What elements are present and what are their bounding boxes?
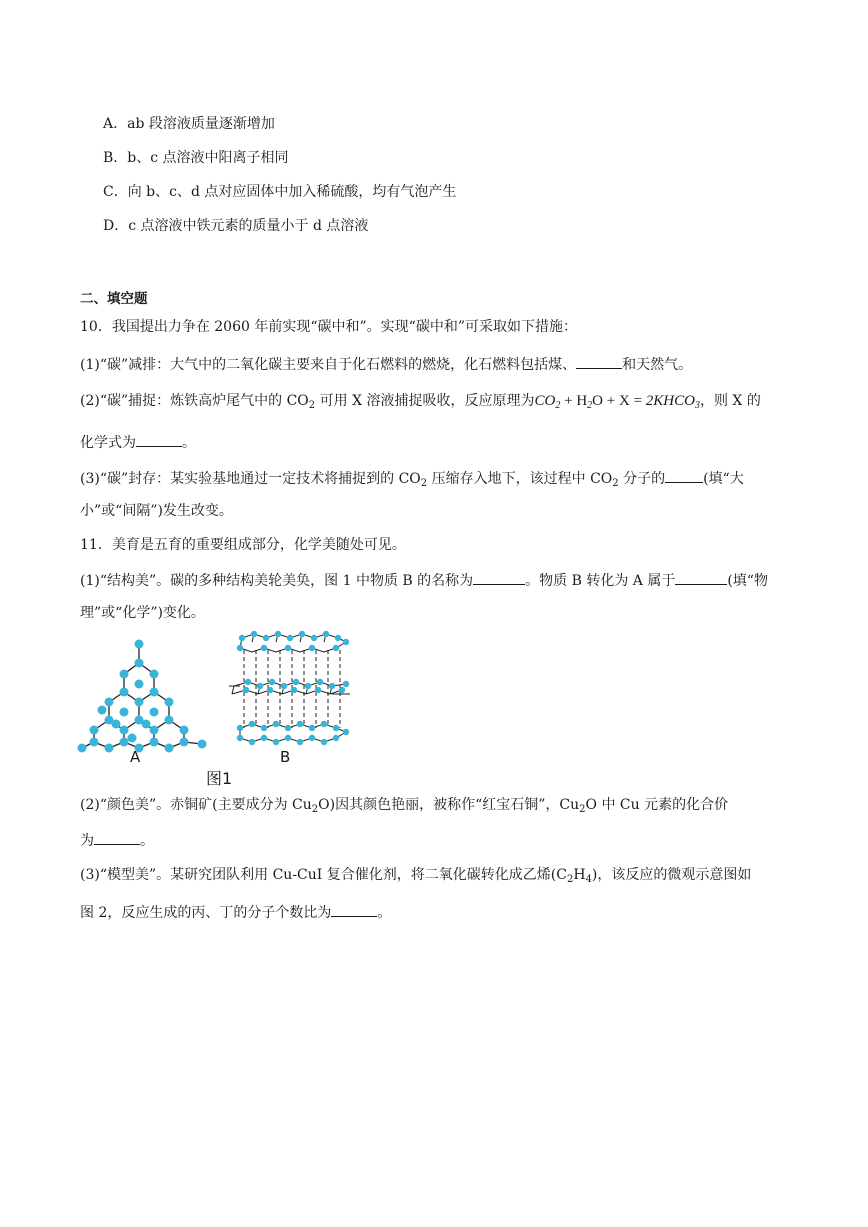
graphite-atoms [237,631,349,745]
subscript: 2 [566,874,574,885]
answer-blank[interactable] [576,354,622,369]
q10-part2 [80,392,761,410]
q11-part1-text-mid: 。物质 B 转化为 A 属于 [525,573,676,589]
figure-1 [74,628,364,792]
option-d: D．c 点溶液中铁元素的质量小于 d 点溶液 [103,218,369,234]
q11-part1-text-end: (填“物 [727,573,768,589]
q11-part1-text: (1)“结构美”。碳的多种结构美轮美奂，图 1 中物质 B 的名称为 [80,573,474,589]
q11-part3 [80,866,751,884]
q10-part2-cont [80,432,196,452]
subscript: 2 [308,400,316,411]
q10-part3-text: (3)“碳”封存：某实验基地通过一定技术将捕捉到的 CO [80,471,421,487]
q10-part1 [80,354,692,374]
q10-part1-text: (1)“碳”减排：大气中的二氧化碳主要来自于化石燃料的燃烧，化石燃料包括煤、 [80,357,577,373]
answer-blank[interactable] [473,570,525,585]
period: 。 [140,833,154,849]
reaction-equation: $CO_2 + H_2O + X$ = $2KHCO_3$ [534,393,700,411]
q10-part3-text-mid2: 分子的 [618,471,666,487]
option-c: C．向 b、c、d 点对应固体中加入稀硫酸，均有气泡产生 [103,184,457,200]
period: 。 [377,905,392,921]
q11-part3-cont [80,902,391,922]
answer-blank[interactable] [136,432,182,447]
diamond-atoms [78,640,207,753]
q11-part3-text-2: 图 2，反应生成的丙、丁的分子个数比为 [80,905,332,921]
q10-stem: 10．我国提出力争在 2060 年前实现“碳中和”。实现“碳中和”可采取如下措施： [80,319,577,335]
subscript: 2 [311,804,319,815]
q10-part2-text-2: 化学式为 [80,435,136,451]
option-a: A．ab 段溶液质量逐渐增加 [103,116,275,132]
q10-part3-text-end: (填“大 [703,471,744,487]
q10-part2-text-mid: 可用 X 溶液捕捉吸收，反应原理为 [315,393,535,409]
q11-part2-text: (2)“颜色美”。赤铜矿(主要成分为 Cu [80,797,312,813]
answer-blank[interactable] [665,468,703,483]
q11-stem: 11．美育是五育的重要组成部分，化学美随处可见。 [80,537,406,553]
q11-part3-text-mid: H [573,867,586,883]
figure-label-b: B [280,748,291,766]
q11-part2 [80,796,728,814]
carbon-structures-figure [74,628,364,788]
answer-blank[interactable] [675,570,727,585]
q11-part3-text-end: )，该反应的微观示意图如 [591,867,752,883]
subscript: 2 [579,804,586,815]
option-b: B．b、c 点溶液中阳离子相同 [103,150,289,166]
q10-part3-cont: 小”或“间隔”)发生改变。 [80,503,233,519]
answer-blank[interactable] [94,830,140,845]
q11-part2-cont [80,830,154,850]
q11-part1 [80,570,768,590]
q11-part1-cont: 理”或“化学”)变化。 [80,605,205,621]
section-title: 二、填空题 [80,291,148,307]
q10-part3 [80,468,744,488]
subscript: 4 [585,874,592,885]
q10-part1-text-end: 和天然气。 [622,357,693,373]
q10-part2-text-end: ，则 X 的 [699,393,761,409]
figure-label-a: A [130,748,141,766]
period: 。 [182,435,196,451]
q11-part2-text-mid: O)因其颜色艳丽，被称作“红宝石铜”，Cu [318,797,580,813]
figure-caption: 图1 [206,769,233,788]
q11-part3-text: (3)“模型美”。某研究团队利用 Cu-CuI 复合催化剂，将二氧化碳转化成乙烯(C [80,867,567,883]
q11-part2-text-end: O 中 Cu 元素的化合价 [585,797,729,813]
q11-part2-text-2: 为 [80,833,94,849]
q10-part3-text-mid: 压缩存入地下，该过程中 CO [427,471,613,487]
q10-part2-text: (2)“碳”捕捉：炼铁高炉尾气中的 CO [80,393,309,409]
subscript: 2 [420,478,428,489]
subscript: 2 [612,478,619,489]
answer-blank[interactable] [331,902,377,917]
